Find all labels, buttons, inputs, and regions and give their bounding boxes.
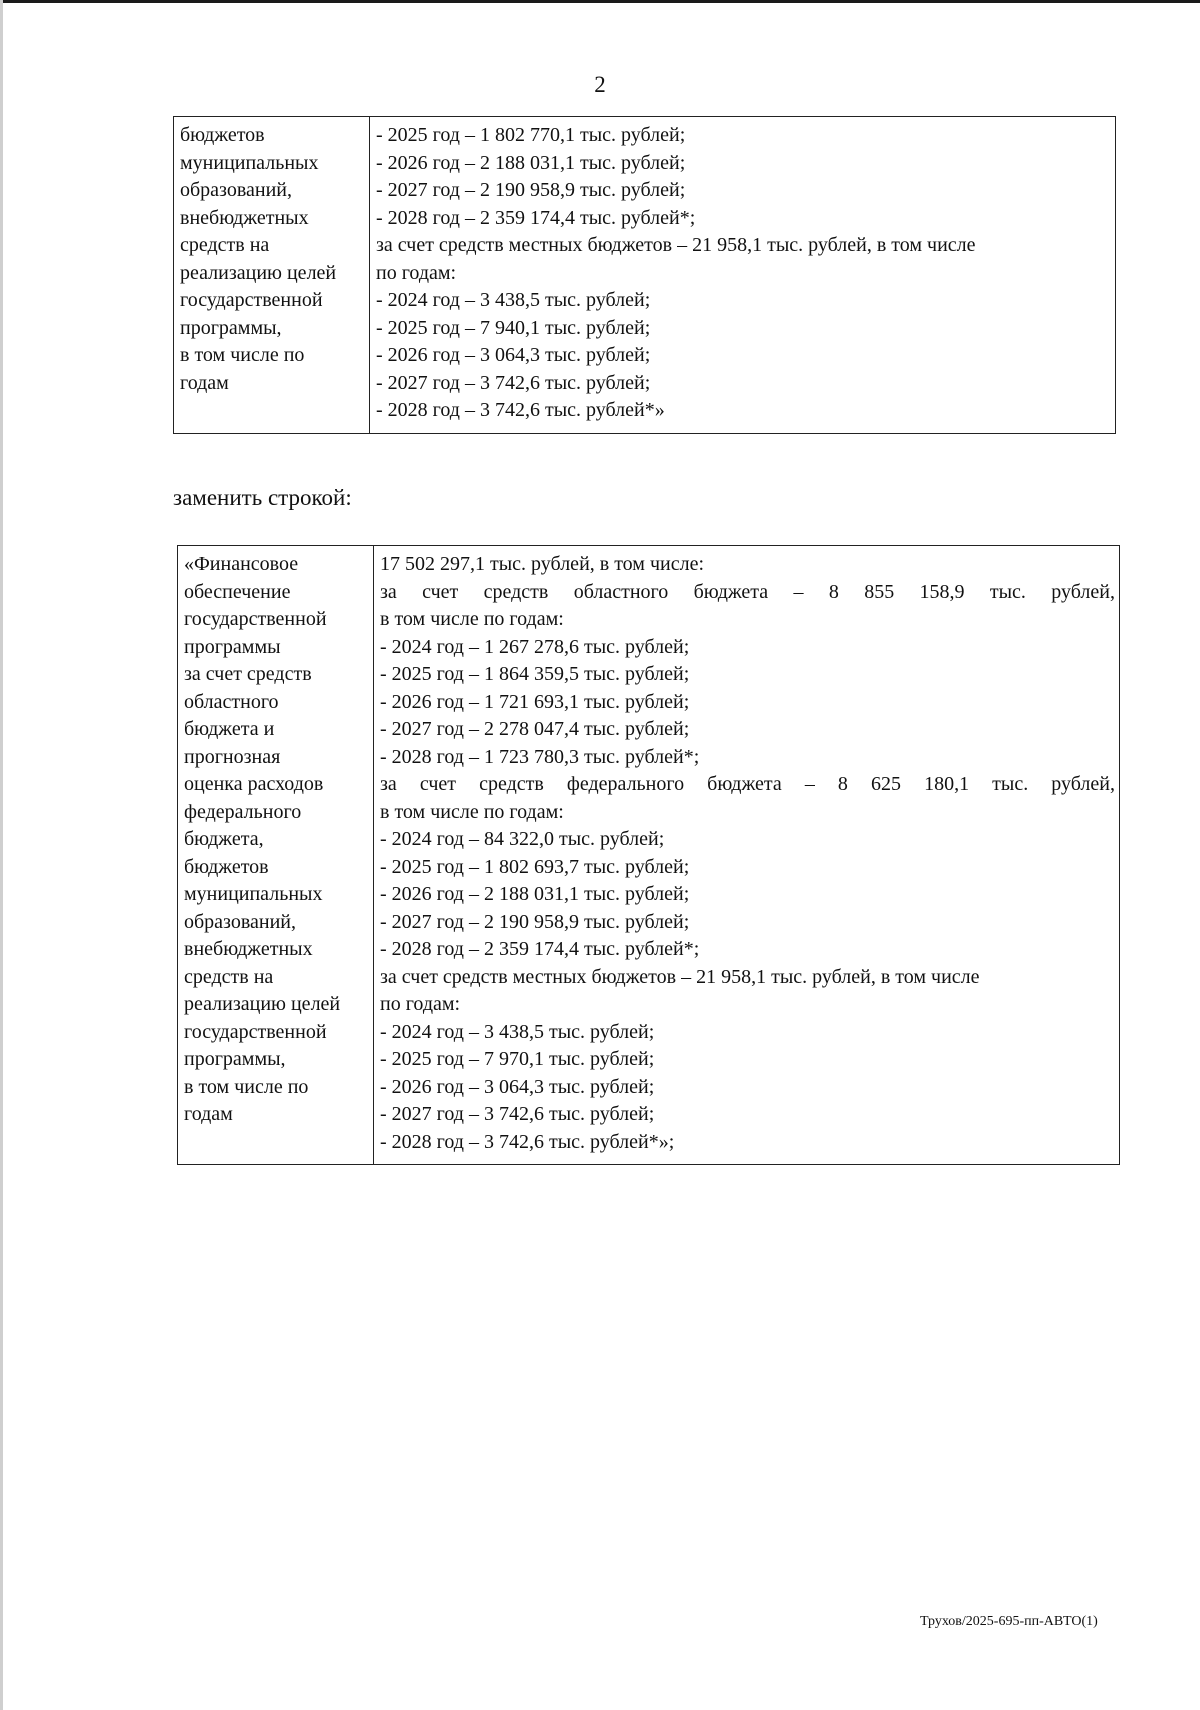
- text-line: муниципальных: [184, 883, 323, 905]
- text-line: за счет средств областного бюджета – 8 855 158,9 тыс. рублей,: [380, 580, 1115, 603]
- text-line: средств на: [180, 234, 270, 256]
- text-line: - 2027 год – 3 742,6 тыс. рублей;: [376, 371, 651, 394]
- text-line: в том числе по: [184, 1075, 309, 1098]
- text-line: - 2026 год – 3 064,3 тыс. рублей;: [380, 1075, 655, 1098]
- text-line: - 2026 год – 2 188 031,1 тыс. рублей;: [380, 883, 690, 905]
- document-code: Трухов/2025-695-пп-АВТО(1): [920, 1614, 1098, 1629]
- text-line: за счет средств местных бюджетов – 21 958,1 тыс. рублей, в том числе: [380, 965, 980, 988]
- text-line: программы: [184, 635, 281, 658]
- text-line: по годам:: [380, 993, 461, 1015]
- text-line: областного: [184, 690, 279, 713]
- page-number: 2: [594, 72, 606, 97]
- text-line: в том числе по годам:: [380, 608, 564, 630]
- text-line: - 2026 год – 1 721 693,1 тыс. рублей;: [380, 690, 690, 713]
- text-line: - 2028 год – 1 723 780,3 тыс. рублей*;: [380, 745, 700, 768]
- text-line: за счет средств федерального бюджета – 8 625 180,1 тыс. рублей,: [380, 773, 1115, 795]
- text-line: реализацию целей: [184, 993, 341, 1015]
- row-label-lines: [180, 122, 365, 397]
- text-line: образований,: [184, 910, 297, 933]
- text-line: федерального: [184, 800, 302, 823]
- text-line: оценка расходов: [184, 773, 324, 795]
- text-line: внебюджетных: [180, 206, 309, 229]
- text-line: государственной: [180, 289, 323, 311]
- text-line: «Финансовое: [184, 553, 299, 575]
- text-line: - 2026 год – 3 064,3 тыс. рублей;: [376, 344, 651, 366]
- text-line: - 2027 год – 3 742,6 тыс. рублей;: [380, 1103, 655, 1125]
- text-line: - 2025 год – 1 864 359,5 тыс. рублей;: [380, 663, 690, 685]
- text-line: - 2027 год – 2 278 047,4 тыс. рублей;: [380, 718, 690, 740]
- scan-edge-left: [0, 0, 3, 1710]
- text-line: бюджета,: [184, 828, 264, 850]
- text-line: - 2028 год – 2 359 174,4 тыс. рублей*;: [380, 938, 700, 960]
- text-line: 17 502 297,1 тыс. рублей, в том числе:: [380, 553, 705, 575]
- text-line: прогнозная: [184, 745, 281, 768]
- financing-table-new: [177, 545, 1120, 1165]
- table-row: [174, 117, 1116, 434]
- text-line: - 2024 год – 1 267 278,6 тыс. рублей;: [380, 635, 690, 658]
- text-line: государственной: [184, 608, 327, 630]
- text-line: - 2024 год – 84 322,0 тыс. рублей;: [380, 828, 665, 850]
- text-line: за счет средств: [184, 663, 312, 685]
- text-line: - 2028 год – 3 742,6 тыс. рублей*»: [376, 399, 665, 421]
- text-line: государственной: [184, 1020, 327, 1043]
- row-label-cell: [178, 546, 374, 1165]
- table-row: [178, 546, 1120, 1165]
- text-line: обеспечение: [184, 580, 291, 603]
- text-line: в том числе по годам:: [380, 800, 564, 823]
- text-line: - 2025 год – 1 802 693,7 тыс. рублей;: [380, 855, 690, 878]
- text-line: - 2026 год – 2 188 031,1 тыс. рублей;: [376, 151, 686, 174]
- text-line: - 2025 год – 7 970,1 тыс. рублей;: [380, 1048, 655, 1070]
- text-line: - 2024 год – 3 438,5 тыс. рублей;: [376, 289, 651, 311]
- row-value-lines: [380, 551, 1115, 1156]
- text-line: реализацию целей: [180, 261, 337, 284]
- text-line: годам: [180, 371, 229, 394]
- financing-table-old-tail: [173, 116, 1116, 434]
- row-label-lines: [184, 551, 369, 1129]
- text-line: в том числе по: [180, 344, 305, 366]
- text-line: муниципальных: [180, 151, 319, 174]
- text-line: внебюджетных: [184, 938, 313, 960]
- replace-instruction: заменить строкой:: [173, 485, 352, 510]
- text-line: по годам:: [376, 261, 457, 284]
- text-line: - 2027 год – 2 190 958,9 тыс. рублей;: [376, 179, 686, 201]
- text-line: программы,: [184, 1048, 286, 1070]
- text-line: бюджетов: [180, 124, 265, 146]
- scan-edge-top: [0, 0, 1200, 3]
- text-line: - 2028 год – 3 742,6 тыс. рублей*»;: [380, 1130, 675, 1153]
- text-line: бюджета и: [184, 718, 275, 740]
- text-line: - 2025 год – 1 802 770,1 тыс. рублей;: [376, 124, 686, 146]
- text-line: программы,: [180, 316, 282, 339]
- text-line: за счет средств местных бюджетов – 21 958,1 тыс. рублей, в том числе: [376, 234, 976, 256]
- text-line: - 2025 год – 7 940,1 тыс. рублей;: [376, 316, 651, 339]
- row-value-lines: [376, 122, 1111, 425]
- text-line: годам: [184, 1103, 233, 1125]
- text-line: средств на: [184, 965, 274, 988]
- text-line: - 2024 год – 3 438,5 тыс. рублей;: [380, 1020, 655, 1043]
- row-value-cell: [370, 117, 1116, 434]
- row-label-cell: [174, 117, 370, 434]
- text-line: - 2027 год – 2 190 958,9 тыс. рублей;: [380, 910, 690, 933]
- text-line: образований,: [180, 179, 293, 201]
- text-line: бюджетов: [184, 855, 269, 878]
- text-line: - 2028 год – 2 359 174,4 тыс. рублей*;: [376, 206, 696, 229]
- row-value-cell: [374, 546, 1120, 1165]
